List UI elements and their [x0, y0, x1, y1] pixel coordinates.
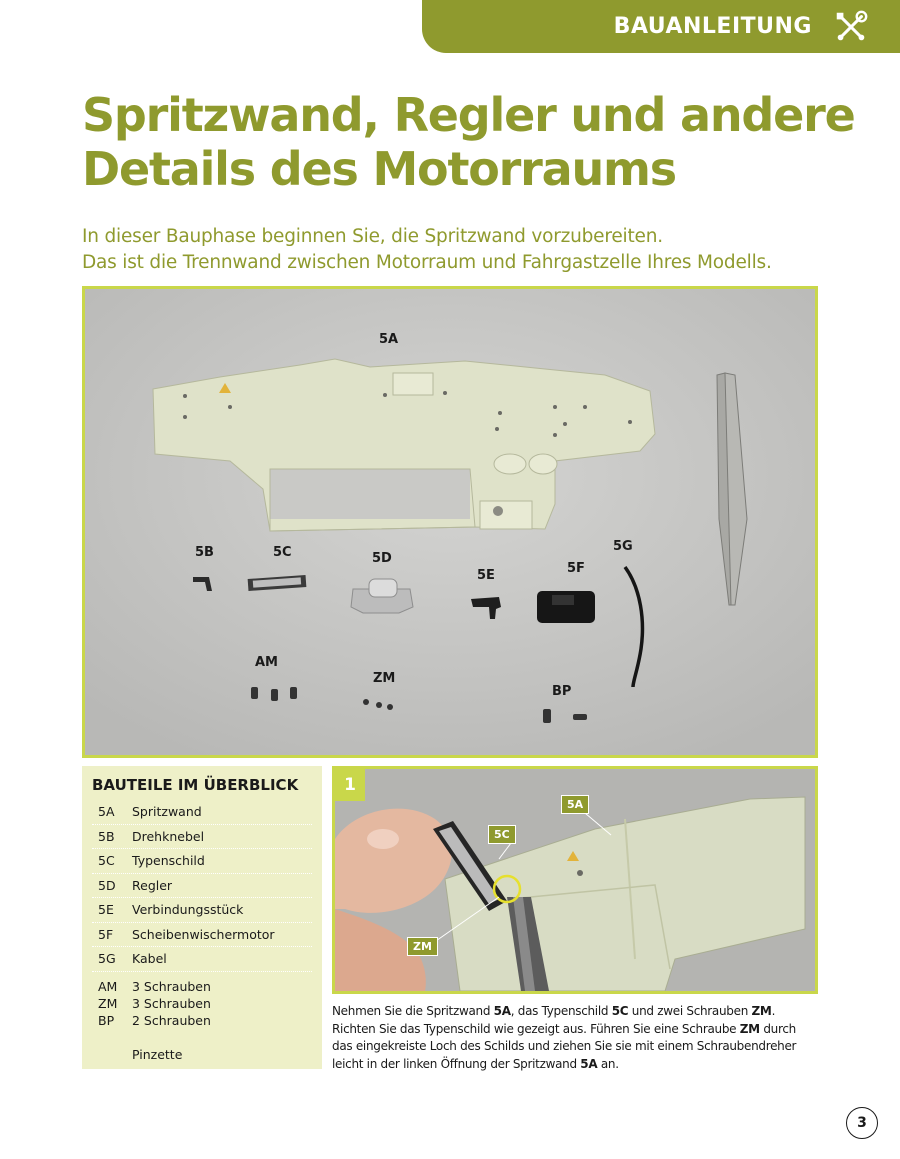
- parts-row: [92, 923, 312, 948]
- instruction-bold-4: ZM: [739, 1021, 760, 1036]
- label-bp: BP: [552, 684, 572, 699]
- screw-code: BP: [98, 1012, 115, 1028]
- tool-pinzette: Pinzette: [132, 1046, 183, 1062]
- callout-5a: 5A: [561, 795, 589, 814]
- screw-code: AM: [98, 978, 118, 994]
- part-code: 5E: [98, 902, 114, 918]
- intro-line-1: In dieser Bauphase beginnen Sie, die Spritzwand vorzubereiten.: [82, 226, 663, 247]
- label-zm: ZM: [373, 671, 396, 686]
- label-5d: 5D: [372, 551, 392, 566]
- instruction-text-4: . Richten Sie das Typenschild wie gezeigt aus. Führen Sie eine Schraube: [332, 1004, 776, 1036]
- instruction-bold-2: 5C: [611, 1004, 629, 1018]
- screw-code: ZM: [98, 995, 118, 1011]
- instruction-text-3: und zwei Schrauben: [628, 1004, 752, 1018]
- screw-row: [98, 995, 312, 1012]
- instruction-bold-1: 5A: [493, 1004, 511, 1018]
- screw-row: [98, 1012, 312, 1029]
- part-code: 5D: [98, 877, 116, 893]
- screw-count: 3 Schrauben: [132, 995, 211, 1011]
- parts-row: [92, 947, 312, 972]
- instruction-bold-3: ZM: [751, 1004, 772, 1018]
- instruction-text-6: an.: [597, 1056, 619, 1071]
- parts-row: [92, 825, 312, 850]
- label-am: AM: [255, 655, 278, 670]
- callout-5c: 5C: [488, 825, 516, 844]
- label-5e: 5E: [477, 568, 495, 583]
- part-code: 5A: [98, 804, 115, 820]
- instruction-text-1: Nehmen Sie die Spritzwand: [332, 1004, 494, 1018]
- part-name: Kabel: [132, 951, 167, 967]
- part-name: Spritzwand: [132, 804, 202, 820]
- part-name: Regler: [132, 877, 173, 893]
- page-title: [82, 88, 862, 196]
- part-name: Scheibenwischermotor: [132, 926, 275, 942]
- label-5f: 5F: [567, 561, 585, 576]
- step-1-instruction: [332, 1003, 818, 1073]
- label-5g: 5G: [613, 539, 633, 554]
- parts-row: [92, 849, 312, 874]
- intro-text: [82, 224, 842, 276]
- label-5c: 5C: [273, 545, 292, 560]
- page-number: 3: [846, 1107, 878, 1139]
- part-code: 5F: [98, 926, 114, 942]
- parts-row: [92, 800, 312, 825]
- title-line-2: Details des Motorraums: [82, 142, 676, 196]
- parts-row: [92, 898, 312, 923]
- part-name: Drehknebel: [132, 828, 205, 844]
- screw-count: 2 Schrauben: [132, 1012, 211, 1028]
- label-5b: 5B: [195, 545, 214, 560]
- part-code: 5B: [98, 828, 115, 844]
- intro-line-2: Das ist die Trennwand zwischen Motorraum und Fahrgastzelle Ihres Modells.: [82, 252, 772, 273]
- title-line-1: Spritzwand, Regler und andere: [82, 88, 855, 142]
- instruction-bold-5: 5A: [580, 1056, 598, 1071]
- screw-row: [98, 978, 312, 995]
- part-name: Typenschild: [132, 853, 205, 869]
- section-header-tab: [422, 0, 900, 53]
- parts-row: [92, 874, 312, 899]
- tools-icon: [832, 8, 870, 46]
- screws-list: [92, 978, 312, 1029]
- label-5a: 5A: [379, 332, 399, 347]
- parts-overview-photo: [82, 286, 818, 758]
- callout-zm: ZM: [407, 937, 438, 956]
- step-1-photo: [332, 766, 818, 994]
- part-code: 5C: [98, 853, 115, 869]
- step-number: 1: [335, 769, 365, 801]
- parts-illustration: [85, 289, 815, 755]
- instruction-text-2: , das Typenschild: [510, 1004, 612, 1018]
- parts-list: [92, 800, 312, 972]
- screw-count: 3 Schrauben: [132, 978, 211, 994]
- part-name: Verbindungsstück: [132, 902, 244, 918]
- part-code: 5G: [98, 951, 116, 967]
- parts-box-heading: BAUTEILE IM ÜBERBLICK: [92, 776, 299, 794]
- section-label: BAUANLEITUNG: [613, 14, 812, 39]
- wiper-motor-part-5f: [537, 591, 595, 623]
- parts-overview-box: [82, 766, 322, 1069]
- instruction-text-5: durch das eingekreiste Loch des Schilds und ziehen Sie sie mit einem Schraubendreher leicht in der linken Öffnung der Spritzwand: [332, 1021, 797, 1071]
